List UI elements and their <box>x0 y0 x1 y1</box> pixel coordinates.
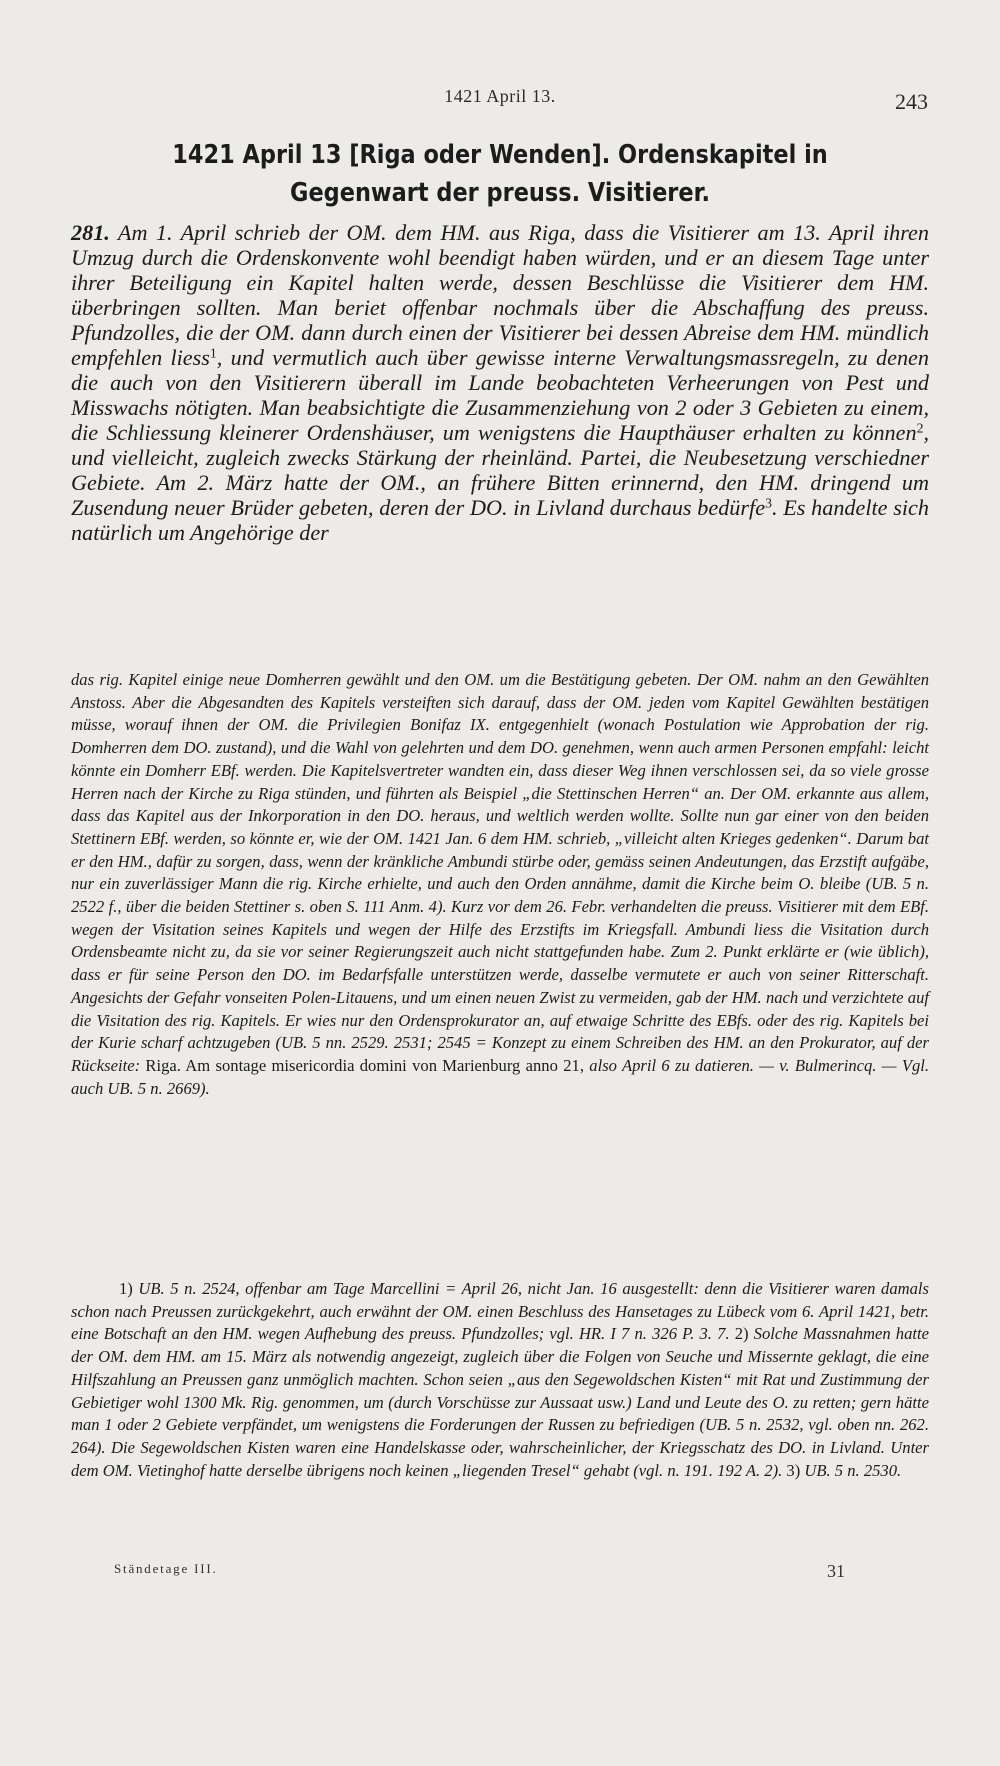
footnote-marker-2: 2) <box>734 1324 749 1344</box>
footnote-text-2: Solche Massnahmen hatte der OM. dem HM. am 15. März als notwendig angezeigt, zugleich über die Folgen von Seuche und Missernte geklagt, die eine Hilfszahlung an Preussen ganz unmöglich machten. Schon seien „aus den Segewoldschen Kisten“ mit Rat und Zustimmung der Gebietiger wohl 1300 Mk. Rig. genommen, um (durch Vorschüsse zur Aussaat usw.) Land und Leute des O. zu retten; gern hätte man 1 oder 2 Gebiete verpfändet, um wenigstens die Forderungen der Russen zu befriedigen (UB. 5 n. 2532, vgl. oben nn. 262. 264). Die Segewoldschen Kisten waren eine Handelskasse oder, wahrscheinlicher, der Kriegsschatz des DO. in Livland. Unter dem OM. Vietinghof hatte derselbe übrigens noch keinen „liegenden Tresel“ gehabt (vgl. n. 191. 192 A. 2). <box>71 1324 929 1480</box>
footnote-text-1: UB. 5 n. 2524, offenbar am Tage Marcellini = April 26, nicht Jan. 16 ausgestellt: denn die Visitierer waren damals schon nach Preussen zurückgekehrt, auch erwähnt der OM. einen Beschluss des Hansetages zu Lübeck vom 6. April 1421, betr. eine Botschaft an den HM. wegen Aufhebung des preuss. Pfundzolles; vgl. HR. I 7 n. 326 P. 3. 7. <box>71 1279 929 1344</box>
main-paragraph <box>71 220 929 545</box>
main-text-part-3: , und vielleicht, zugleich zwecks Stärkung der rheinländ. Partei, die Neubesetzung verschiedner Gebiete. Am 2. März hatte der OM., an frühere Bitten erinnernd, den HM. dringend um Zusendung neuer Brüder gebeten, deren der DO. in Livland durchaus bedürfe <box>71 420 929 520</box>
main-text-part-4: . Es handelte sich natürlich um Angehörige der <box>71 495 930 545</box>
footnote-ref-2: 2 <box>916 420 924 436</box>
sheet-number: 31 <box>827 1561 845 1581</box>
footnote-text-3: UB. 5 n. 2530. <box>800 1460 902 1480</box>
note-text-part-1: das rig. Kapitel einige neue Domherren gewählt und den OM. um die Bestätigung gebeten. Der OM. nahm an den Gewählten Anstoss. Aber die Abgesandten des Kapitels versteiften sich darauf, dass der OM. jeden vom Kapitel Gewählten bestätigen müsse, worauf ihnen der OM. die Privilegien Bonifaz IX. entgegenhielt (wonach Postulation wie Approbation der rig. Domherren dem DO. zustand), und die Wahl von gelehrten und dem DO. genehmen, wenn auch armen Personen empfahl: leicht könnte ein Domherr EBf. werden. Die Kapitelsvertreter wandten ein, dass dieser Weg ihnen verschlossen sei, da so viele grosse Herren nach der Kirche zu Riga stünden, und führten als Beispiel „die Stettinschen Herren“ an. Der OM. erkannte aus allem, dass das Kapitel aus der Inkorporation in den DO. heraus, und weltlich werden wollte. Sollte nun gar einer von den beiden Stettinern EBf. werden, so könnte er, wie der OM. 1421 Jan. 6 dem HM. schrieb, „villeicht alten Krieges gedenken“. Darum bat er den HM., dafür zu sorgen, dass, wenn der kränkliche Ambundi stürbe oder, gemäss seinen Andeutungen, das Erzstift aufgäbe, nur ein zuverlässiger Mann die rig. Kirche erhielte, und auch den Orden annähme, damit die Kirche beim O. bleibe (UB. 5 n. 2522 f., über die beiden Stettiner s. oben S. 111 Anm. 4). Kurz vor dem 26. Febr. verhandelten die preuss. Visitierer mit dem EBf. wegen der Visitation seines Kapitels und wegen der Hilfe des Erzstifts im Kriegsfall. Ambundi liess die Visitation durch Ordensbeamte nicht zu, da sie vor seiner Regierungszeit auch nicht stattgefunden habe. Zum 2. Punkt erklärte er (wie üblich), dass er für seine Person den DO. im Bedarfsfalle unterstützen werde, dasselbe vermutete er auch von seiner Ritterschaft. Angesichts der Gefahr vonseiten Polen-Litauens, und um einen neuen Zwist zu vermeiden, gab der HM. nach und verzichtete auf die Visitation des rig. Kapitels. Er wies nur den Ordensprokurator an, auf etwaige Schritte des EBfs. oder des rig. Kapitels bei der Kurie scharf achtzugeben (UB. 5 nn. 2529. 2531; 2545 = Konzept zu einem Schreiben des HM. an den Prokurator, auf der Rückseite: <box>71 670 929 1075</box>
note-quoted-source: Riga. Am sontage misericordia domini von Marienburg anno 21, <box>145 1055 584 1075</box>
entry-number: 281. <box>71 220 110 245</box>
document-heading: 1421 April 13 [Riga oder Wenden]. Ordenskapitel in Gegenwart der preuss. Visitierer. <box>172 140 828 208</box>
page-number: 243 <box>895 89 928 114</box>
note-text-part-2: also April 6 zu datieren. — v. Bulmerincq. — Vgl. auch UB. 5 n. 2669). <box>71 1055 930 1098</box>
running-head-date: 1421 April 13. <box>444 86 556 106</box>
footnote-ref-1: 1 <box>209 345 217 361</box>
note-continuation <box>71 669 929 1100</box>
footnote-ref-3: 3 <box>765 495 772 511</box>
footnote-marker-1: 1) <box>119 1279 133 1298</box>
footnote-marker-3: 3) <box>786 1460 801 1480</box>
footnotes <box>71 1278 929 1482</box>
sheet-signature: Ständetage III. <box>114 1561 218 1576</box>
main-text-part-2: , und vermutlich auch über gewisse interne Verwaltungsmassregeln, zu denen die auch von den Visitierern überall im Lande beobachteten Verheerungen von Pest und Misswachs nötigten. Man beabsichtigte die Zusammenziehung von 2 oder 3 Gebieten zu einem, die Schliessung kleinerer Ordenshäuser, um wenigstens die Haupthäuser erhalten zu können <box>71 345 929 445</box>
main-text-part-1: Am 1. April schrieb der OM. dem HM. aus Riga, dass die Visitierer am 13. April ihren Umzug durch die Ordenskonvente wohl beendigt haben würden, und er an diesem Tage unter ihrer Beteiligung ein Kapitel halten werde, dessen Beschlüsse die Visitierer dem HM. überbringen sollten. Man beriet offenbar nochmals über die Abschaffung des preuss. Pfundzolles, die der OM. dann durch einen der Visitierer bei dessen Abreise dem HM. mündlich empfehlen liess <box>71 220 929 370</box>
footnote-block <box>71 1278 929 1482</box>
